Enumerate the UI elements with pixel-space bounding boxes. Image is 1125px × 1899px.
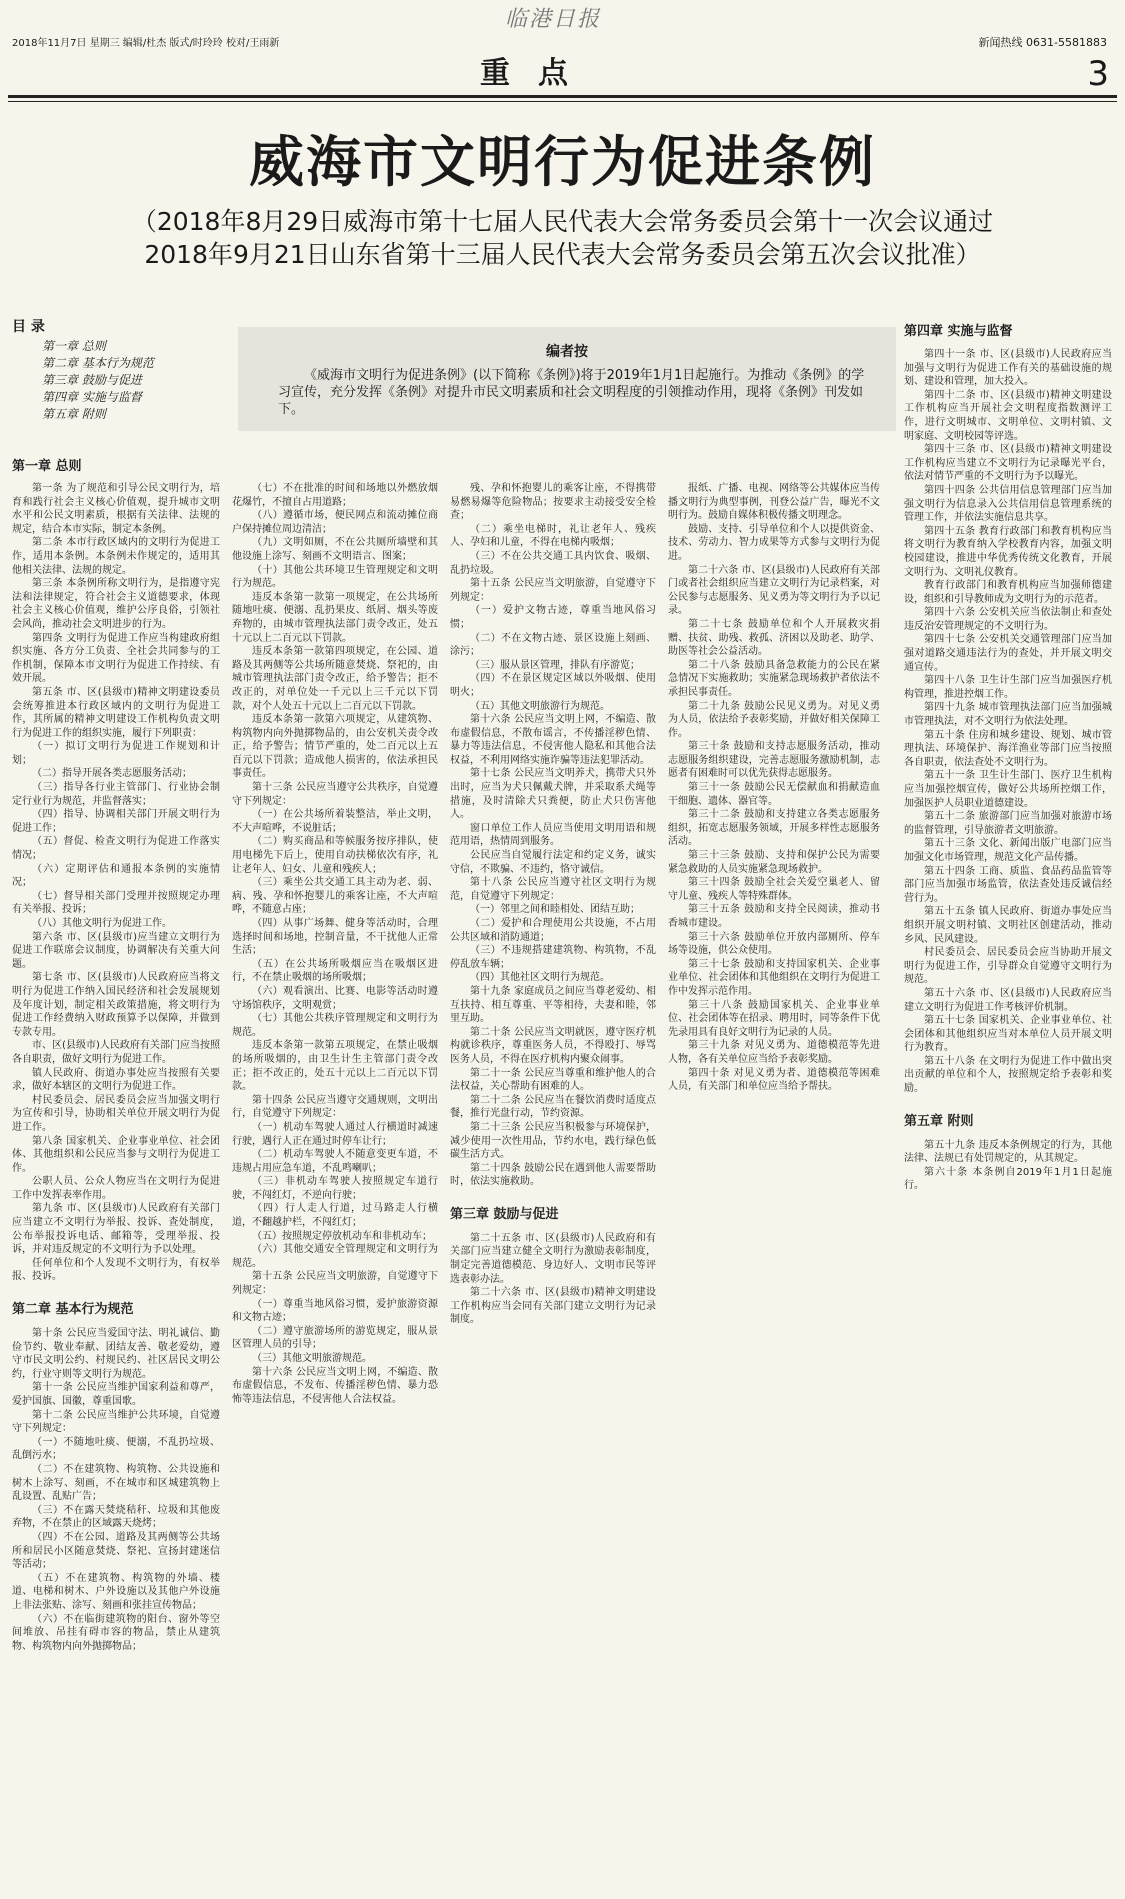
article-paragraph: 第二十六条 市、区(县级市)人民政府有关部门或者社会组织应当建立文明行为记录档案，对公民参与志愿服务、见义勇为等文明行为予以记录。 <box>668 564 880 617</box>
article-paragraph: 第十七条 公民应当文明养犬，携带犬只外出时，应当为犬只佩戴犬牌，并采取系犬绳等措施，及时清除犬只粪便，防止犬只伤害他人。 <box>450 768 656 821</box>
article-paragraph: 第五十四条 工商、质监、食品药品监管等部门应当加强市场监管，依法查处违反诚信经营行为。 <box>904 865 1112 904</box>
article-paragraph: 第五条 市、区(县级市)精神文明建设委员会统筹推进本行政区域内的文明行为促进工作，其所属的精神文明建设工作机构负责文明行为促进工作的组织实施，履行下列职责： <box>12 686 220 739</box>
article-paragraph: （二）机动车驾驶人不随意变更车道，不违规占用应急车道，不乱鸣喇叭； <box>232 1149 438 1174</box>
article-paragraph: 任何单位和个人发现不文明行为，有权举报、投诉。 <box>12 1257 220 1283</box>
article-paragraph: （三）不在露天焚烧秸秆、垃圾和其他废弃物，不在禁止的区域露天烧烤； <box>12 1504 220 1530</box>
text-column-2 <box>232 482 438 1887</box>
toc-item: 第二章 基本行为规范 <box>42 356 154 370</box>
article-paragraph: 第二十一条 公民应当尊重和维护他人的合法权益，关心帮助有困难的人。 <box>450 1067 656 1093</box>
article-paragraph: 违反本条第一款第一项规定，在公共场所随地吐痰、便溺、乱扔果皮、纸屑、烟头等废弃物的，由城市管理执法部门责令改正，处五十元以上二百元以下罚款。 <box>232 591 438 644</box>
article-paragraph: 违反本条第一款第四项规定，在公园、道路及其两侧等公共场所随意焚烧、祭祀的，由城市管理执法部门责令改正，给予警告；拒不改正的，对单位处一千元以上三千元以下罚款，对个人处五十元以上二百元以下罚款。 <box>232 646 438 712</box>
article-paragraph: 第四十四条 公共信用信息管理部门应当加强文明行为信息录入公共信用信息管理系统的管理工作，并依法实施信息共享。 <box>904 484 1112 524</box>
date-line: 2018年11月7日 星期三 编辑/杜杰 版式/时玲玲 校对/王雨新 <box>12 38 280 49</box>
article-paragraph: 第二十七条 鼓励单位和个人开展救灾捐赠、扶贫、助残、救孤、济困以及助老、助学、助医等社会公益活动。 <box>668 618 880 658</box>
article-paragraph: 第五十七条 国家机关、企业事业单位、社会团体和其他组织应当对本单位人员开展文明行为教育。 <box>904 1015 1112 1054</box>
article-paragraph: 第五十条 住房和城乡建设、规划、城市管理执法、环境保护、海洋渔业等部门应当按照各自职责，依法查处不文明行为。 <box>904 729 1112 768</box>
text-column-1 <box>12 482 220 1887</box>
article-paragraph: 第四十六条 公安机关应当依法制止和查处违反治安管理规定的不文明行为。 <box>904 607 1112 632</box>
article-paragraph: 第九条 市、区(县级市)人民政府有关部门应当建立不文明行为举报、投诉、查处制度，公布举报投诉电话、邮箱等，受理举报、投诉，并对违反规定的不文明行为予以处理。 <box>12 1203 220 1256</box>
subtitle-line-1: （2018年8月29日威海市第十七届人民代表大会常务委员会第十一次会议通过 <box>131 207 994 236</box>
article-paragraph: 第四十五条 教育行政部门和教育机构应当将文明行为教育纳入学校教育内容，加强文明校园建设，推进中华优秀传统文化教育，开展文明行为、文明礼仪教育。 <box>904 525 1112 578</box>
article-paragraph: （二）不在建筑物、构筑物、公共设施和树木上涂写、刻画，不在城市和区城建筑物上乱设置、乱贴广告； <box>12 1463 220 1503</box>
toc-heading: 目 录 <box>12 319 45 335</box>
article-paragraph: 第三十五条 鼓励和支持全民阅读，推动书香城市建设。 <box>668 904 880 929</box>
article-paragraph: （五）其他文明旅游行为规范。 <box>470 700 610 712</box>
article-paragraph: （八）遵循市场，便民网点和流动摊位商户保持摊位周边清洁； <box>232 510 438 535</box>
article-paragraph: 第十二条 公民应当维护公共环境，自觉遵守下列规定： <box>12 1409 220 1435</box>
article-paragraph: 第十四条 公民应当遵守交通规则，文明出行，自觉遵守下列规定： <box>232 1094 438 1120</box>
header-rule <box>8 95 1117 98</box>
chapter-4-heading: 第四章 实施与监督 <box>904 324 1013 339</box>
table-of-contents <box>12 316 232 423</box>
article-paragraph: 第十三条 公民应当遵守公共秩序，自觉遵守下列规定： <box>232 782 438 807</box>
article-paragraph: 第十六条 公民应当文明上网，不编造、散布虚假信息，不散布谣言，不传播淫秽色情、暴力等违法信息，不侵害他人隐私和其他合法权益，不利用网络实施诈骗等违法犯罪活动。 <box>450 714 656 766</box>
article-paragraph: 村民委员会、居民委员会应当加强文明行为宣传和引导，协助相关单位开展文明行为促进工作。 <box>12 1094 220 1133</box>
article-paragraph: （二）遵守旅游场所的游览规定，服从景区管理人员的引导； <box>232 1325 438 1351</box>
news-hotline: 新闻热线 0631-5581883 <box>978 36 1107 49</box>
chapter-5-heading: 第五章 附则 <box>904 1113 974 1129</box>
header-rule-thin <box>8 101 1117 102</box>
article-paragraph: 第五十二条 旅游部门应当加强对旅游市场的监督管理，引导旅游者文明旅游。 <box>904 811 1112 836</box>
editor-note-box <box>238 327 896 431</box>
article-paragraph: （六）其他交通安全管理规定和文明行为规范。 <box>232 1244 438 1269</box>
article-paragraph: （三）非机动车驾驶人按照规定车道行驶，不闯红灯，不逆向行驶； <box>232 1176 438 1201</box>
article-paragraph: 第五十九条 违反本条例规定的行为，其他法律、法规已有处罚规定的，从其规定。 <box>904 1139 1112 1165</box>
article-paragraph: 第二十九条 鼓励公民见义勇为。对见义勇为人员，依法给予表彰奖励，并做好相关保障工作。 <box>668 700 880 739</box>
article-paragraph: （三）不违规搭建建筑物、构筑物，不乱停乱放车辆； <box>450 945 656 970</box>
article-paragraph: 第三十六条 鼓励单位开放内部厕所、停车场等设施，供公众使用。 <box>668 931 880 957</box>
article-paragraph: （三）指导各行业主管部门、行业协会制定行业行为规范，并监督落实； <box>12 782 220 807</box>
toc-item: 第一章 总则 <box>42 339 106 353</box>
article-paragraph: （一）邻里之间和睦相处、团结互助； <box>470 904 640 916</box>
article-paragraph: （一）爱护文物古迹，尊重当地风俗习惯； <box>450 605 656 630</box>
article-paragraph: 第四十七条 公安机关交通管理部门应当加强对道路交通违法行为的查处，并开展文明交通宣传。 <box>904 634 1112 673</box>
article-paragraph: 第十条 公民应当爱国守法、明礼诚信、勤俭节约、敬业奉献、团结友善、敬老爱幼，遵守市民文明公约、村规民约、社区居民文明公约，行业守则等文明行为规范。 <box>12 1328 220 1380</box>
article-paragraph: （六）定期评估和通报本条例的实施情况； <box>12 863 220 889</box>
article-paragraph: （七）督导相关部门受理并按照规定办理有关举报、投诉； <box>12 890 220 916</box>
article-paragraph: （五）在公共场所吸烟应当在吸烟区进行，不在禁止吸烟的场所吸烟； <box>232 958 438 984</box>
article-paragraph: 第三十九条 对见义勇为、道德模范等先进人物，各有关单位应当给予表彰奖励。 <box>668 1040 880 1065</box>
article-paragraph: 第二十八条 鼓励具备急救能力的公民在紧急情况下实施救助；实施紧急现场救护者依法不承担民事责任。 <box>668 659 880 698</box>
text-column-4 <box>668 482 880 1887</box>
article-paragraph: 第十五条 公民应当文明旅游，自觉遵守下列规定： <box>450 578 656 603</box>
article-paragraph: 第八条 国家机关、企业事业单位、社会团体、其他组织和公民应当参与文明行为促进工作。 <box>12 1135 220 1174</box>
article-paragraph: 第五十一条 卫生计生部门、医疗卫生机构应当加强控烟宣传，做好公共场所控烟工作，加强医护人员职业道德建设。 <box>904 770 1112 809</box>
article-paragraph: 第六十条 本条例自2019年1月1日起施行。 <box>904 1166 1112 1192</box>
article-paragraph: 第五十六条 市、区(县级市)人民政府应当建立文明行为促进工作考核评价机制。 <box>904 987 1112 1013</box>
chapter-2-heading: 第二章 基本行为规范 <box>12 1302 134 1318</box>
page-number: 3 <box>1087 54 1109 94</box>
article-paragraph: （四）指导、协调相关部门开展文明行为促进工作； <box>12 809 220 834</box>
article-paragraph: 第二十六条 市、区(县级市)精神文明建设工作机构应当会同有关部门建立文明行为记录制度。 <box>450 1287 656 1326</box>
article-paragraph: （二）购买商品和等候服务按序排队，使用电梯先下后上，使用自动扶梯依次有序，礼让老年人、妇女、儿童和残疾人； <box>232 836 438 875</box>
article-paragraph: 第十一条 公民应当维护国家利益和尊严，爱护国旗、国徽，尊重国歌。 <box>12 1382 220 1407</box>
editor-note-text: 《威海市文明行为促进条例》(以下简称《条例》)将于2019年1月1日起施行。为推动《条例》的学习宣传，充分发挥《条例》对提升市民文明素质和社会文明程度的引领推动作用，现将《条例》刊发如下。 <box>278 368 865 417</box>
article-paragraph: 第二十条 公民应当文明就医，遵守医疗机构就诊秩序，尊重医务人员，不得殴打、辱骂医务人员，不得在医疗机构内聚众闹事。 <box>450 1026 656 1065</box>
article-paragraph: 第五十三条 文化、新闻出版广电部门应当加强文化市场管理，规范文化产品传播。 <box>904 838 1112 863</box>
article-paragraph: 第一条 为了规范和引导公民文明行为，培育和践行社会主义核心价值观，提升城市文明水平和公民文明素质，根据有关法律、法规的规定，结合本市实际，制定本条例。 <box>12 483 220 535</box>
article-paragraph: 报纸、广播、电视、网络等公共媒体应当传播文明行为典型事例，刊登公益广告，曝光不文明行为。鼓励自媒体积极传播文明理念。 <box>668 483 880 522</box>
article-paragraph: 第二十二条 公民应当在餐饮消费时适度点餐，推行光盘行动，节约资源。 <box>450 1094 656 1120</box>
article-paragraph: 第三十一条 鼓励公民无偿献血和捐献造血干细胞、遗体、器官等。 <box>668 782 880 807</box>
article-paragraph: （二）爱护和合理使用公共设施，不占用公共区域和消防通道； <box>450 918 656 943</box>
article-paragraph: 市、区(县级市)人民政府有关部门应当按照各自职责，做好文明行为促进工作。 <box>12 1040 220 1065</box>
article-paragraph: 第四十三条 市、区(县级市)精神文明建设工作机构应当建立不文明行为记录曝光平台，依法对情节严重的不文明行为予以曝光。 <box>904 444 1112 483</box>
article-paragraph: 第三十四条 鼓励全社会关爱空巢老人、留守儿童、残疾人等特殊群体。 <box>668 877 880 902</box>
article-paragraph: （一）机动车驾驶人通过人行横道时减速行驶，遇行人正在通过时停车让行； <box>232 1121 438 1147</box>
article-paragraph: 窗口单位工作人员应当使用文明用语和规范用语，热情周到服务。 <box>450 822 656 848</box>
article-paragraph: 鼓励、支持、引导单位和个人以提供资金、技术、劳动力、智力成果等方式参与文明行为促进。 <box>668 523 880 562</box>
article-paragraph: （一）拟订文明行为促进工作规划和计划； <box>12 741 220 766</box>
article-paragraph: （十）其他公共环境卫生管理规定和文明行为规范。 <box>232 564 438 590</box>
toc-item: 第三章 鼓励与促进 <box>42 373 142 387</box>
article-paragraph: 第四十一条 市、区(县级市)人民政府应当加强与文明行为促进工作有关的基础设施的规划、建设和管理，加大投入。 <box>904 349 1112 388</box>
article-paragraph: 第十六条 公民应当文明上网，不编造、散布虚假信息，不发布、传播淫秽色情、暴力恐怖等违法信息，不侵害他人合法权益。 <box>232 1366 438 1405</box>
article-paragraph: 第七条 市、区(县级市)人民政府应当将文明行为促进工作纳入国民经济和社会发展规划及年度计划，制定相关政策措施，将文明行为促进工作经费纳入财政预算予以保障，并做到专款专用。 <box>12 972 220 1038</box>
chapter-3-heading: 第三章 鼓励与促进 <box>450 1206 559 1222</box>
toc-item: 第五章 附则 <box>42 407 106 421</box>
article-subtitle <box>0 205 1125 271</box>
article-paragraph: 第五十八条 在文明行为促进工作中做出突出贡献的单位和个人，按照规定给予表彰和奖励。 <box>904 1055 1112 1095</box>
text-column-5 <box>904 348 1112 1887</box>
subtitle-line-2: 2018年9月21日山东省第十三届人民代表大会常务委员会第五次会议批准） <box>144 240 981 269</box>
article-paragraph: 第四十条 对见义勇为者、道德模范等困难人员，有关部门和单位应当给予帮扶。 <box>668 1067 880 1093</box>
article-paragraph: 教育行政部门和教育机构应当加强师德建设，组织和引导教师成为文明行为的示范者。 <box>904 580 1112 605</box>
article-paragraph: （四）不在景区规定区域以外吸烟、使用明火； <box>450 673 656 698</box>
article-paragraph: （七）其他公共秩序管理规定和文明行为规范。 <box>232 1013 438 1038</box>
article-paragraph: 第三十八条 鼓励国家机关、企业事业单位、社会团体等在招录、聘用时，同等条件下优先录用具有良好文明行为记录的人员。 <box>668 999 880 1038</box>
editor-note-heading: 编者按 <box>546 344 588 360</box>
article-paragraph: （七）不在批准的时间和场地以外燃放烟花爆竹，不擅自占用道路； <box>232 483 438 508</box>
article-paragraph: 第二十四条 鼓励公民在遇到他人需要帮助时，依法实施救助。 <box>450 1162 656 1188</box>
article-paragraph: 第二条 本市行政区域内的文明行为促进工作，适用本条例。本条例未作规定的，适用其他相关法律、法规的规定。 <box>12 537 220 576</box>
article-paragraph: 第四十九条 城市管理执法部门应当加强城市管理执法，对不文明行为依法处理。 <box>904 702 1112 728</box>
chapter-1-heading: 第一章 总则 <box>12 459 82 474</box>
article-paragraph: （四）从事广场舞、健身等活动时，合理选择时间和场地，控制音量，不干扰他人正常生活； <box>232 918 438 957</box>
article-paragraph: （九）文明如厕，不在公共厕所墙壁和其他设施上涂写、刻画不文明语言、图案； <box>232 537 438 562</box>
article-paragraph: 村民委员会、居民委员会应当协助开展文明行为促进工作，引导群众自觉遵守文明行为规范。 <box>904 947 1112 986</box>
article-paragraph: 残、孕和怀抱婴儿的乘客让座，不得携带易燃易爆等危险物品；按要求主动接受安全检查； <box>450 483 656 522</box>
article-paragraph: 第四条 文明行为促进工作应当构建政府组织实施、各方分工负责、全社会共同参与的工作机制，保障本市文明行为促进工作持续、有效开展。 <box>12 632 220 685</box>
article-paragraph: （一）在公共场所着装整洁，举止文明，不大声喧哗，不说脏话； <box>232 809 438 834</box>
article-paragraph: （五）不在建筑物、构筑物的外墙、楼道、电梯和树木、户外设施以及其他户外设施上非法张贴、涂写、刻画和张挂宣传物品； <box>12 1572 220 1611</box>
article-paragraph: （五）督促、检查文明行为促进工作落实情况； <box>12 836 220 862</box>
article-paragraph: （六）观看演出、比赛、电影等活动时遵守场馆秩序，文明观赏； <box>232 985 438 1011</box>
article-paragraph: （四）不在公园、道路及其两侧等公共场所和居民小区随意焚烧、祭祀、宣扬封建迷信等活动； <box>12 1531 220 1571</box>
article-paragraph: 违反本条第一款第六项规定，从建筑物、构筑物内向外抛掷物品的，由公安机关责令改正，给予警告；情节严重的，处二百元以上五百元以下罚款；造成他人损害的，依法承担民事责任。 <box>232 714 438 780</box>
article-paragraph: 第四十八条 卫生计生部门应当加强医疗机构管理，推进控烟工作。 <box>904 675 1112 700</box>
article-paragraph: 第三十二条 鼓励和支持建立各类志愿服务组织，拓宽志愿服务领域，开展多样性志愿服务活动。 <box>668 809 880 848</box>
article-paragraph: 第十九条 家庭成员之间应当尊老爱幼、相互扶持、相互尊重、平等相待，夫妻和睦，邻里互助。 <box>450 985 656 1025</box>
section-title: 重点 <box>480 56 596 91</box>
article-paragraph: （三）不在公共交通工具内饮食、吸烟、乱扔垃圾。 <box>450 550 656 576</box>
article-paragraph: （二）不在文物古迹、景区设施上刻画、涂污； <box>450 632 656 658</box>
article-paragraph: 第四十二条 市、区(县级市)精神文明建设工作机构应当开展社会文明程度指数测评工作，进行文明城市、文明单位、文明村镇、文明家庭、文明校园等评选。 <box>904 389 1112 442</box>
article-paragraph: （八）其他文明行为促进工作。 <box>32 918 172 929</box>
article-paragraph: 第三十三条 鼓励、支持和保护公民为需要紧急救助的人员实施紧急现场救护。 <box>668 850 880 875</box>
article-paragraph: 第三十七条 鼓励和支持国家机关、企业事业单位、社会团体和其他组织在文明行为促进工作中发挥示范作用。 <box>668 958 880 997</box>
text-column-3 <box>450 482 656 1887</box>
article-paragraph: 第二十五条 市、区(县级市)人民政府和有关部门应当建立健全文明行为激励表彰制度，制定完善道德模范、身边好人、文明市民等评选表彰办法。 <box>450 1232 656 1285</box>
toc-item: 第四章 实施与监督 <box>42 390 142 404</box>
article-paragraph: 镇人民政府、街道办事处应当按照有关要求，做好本辖区的文明行为促进工作。 <box>12 1067 220 1093</box>
article-paragraph: 违反本条第一款第五项规定，在禁止吸烟的场所吸烟的，由卫生计生主管部门责令改正；拒不改正的，处五十元以上二百元以下罚款。 <box>232 1040 438 1093</box>
article-paragraph: （一）不随地吐痰、便溺，不乱扔垃圾、乱倒污水； <box>12 1436 220 1462</box>
article-paragraph: 公民应当自觉履行法定和约定义务，诚实守信，不欺骗、不违约，恪守诚信。 <box>450 850 656 875</box>
article-paragraph: 第二十三条 公民应当积极参与环境保护，减少使用一次性用品，节约水电，践行绿色低碳生活方式。 <box>450 1121 656 1161</box>
article-paragraph: 第三十条 鼓励和支持志愿服务活动，推动志愿服务组织建设，完善志愿服务激励机制，志愿者有困难时可以优先获得志愿服务。 <box>668 741 880 780</box>
article-paragraph: 第三条 本条例所称文明行为，是指遵守宪法和法律规定，符合社会主义道德要求，体现社会主义核心价值观，维护公序良俗，引领社会风尚，推动社会文明进步的行为。 <box>12 578 220 630</box>
article-paragraph: （一）尊重当地风俗习惯，爱护旅游资源和文物古迹； <box>232 1298 438 1324</box>
article-paragraph: （五）按照规定停放机动车和非机动车； <box>252 1230 432 1242</box>
article-paragraph: 第五十五条 镇人民政府、街道办事处应当组织开展文明村镇、文明社区创建活动，推动乡风、民风建设。 <box>904 906 1112 945</box>
article-paragraph: （三）其他文明旅游规范。 <box>252 1353 372 1364</box>
article-paragraph: （二）指导开展各类志愿服务活动； <box>32 768 192 780</box>
article-paragraph: 第六条 市、区(县级市)应当建立文明行为促进工作联席会议制度，协调解决有关重大问题。 <box>12 931 220 970</box>
article-title: 威海市文明行为促进条例 <box>248 129 876 194</box>
article-paragraph: 第十五条 公民应当文明旅游，自觉遵守下列规定： <box>232 1271 438 1297</box>
article-paragraph: （三）服从景区管理，排队有序游览； <box>470 659 640 671</box>
masthead: 临港日报 <box>505 7 602 32</box>
article-paragraph: （四）其他社区文明行为规范。 <box>470 972 610 984</box>
article-paragraph: （二）乘坐电梯时，礼让老年人、残疾人、孕妇和儿童，不得在电梯内吸烟； <box>450 523 656 549</box>
article-paragraph: （三）乘坐公共交通工具主动为老、弱、病、残、孕和怀抱婴儿的乘客让座，不大声喧哗，不随意占座； <box>232 877 438 916</box>
article-paragraph: 第十八条 公民应当遵守社区文明行为规范，自觉遵守下列规定： <box>450 877 656 902</box>
article-paragraph: （四）行人走人行道，过马路走人行横道，不翻越护栏，不闯红灯； <box>232 1203 438 1229</box>
article-paragraph: （六）不在临街建筑物的阳台、窗外等空间堆放、吊挂有碍市容的物品，禁止从建筑物、构筑物内向外抛掷物品； <box>12 1613 220 1652</box>
article-paragraph: 公职人员、公众人物应当在文明行为促进工作中发挥表率作用。 <box>12 1176 220 1201</box>
